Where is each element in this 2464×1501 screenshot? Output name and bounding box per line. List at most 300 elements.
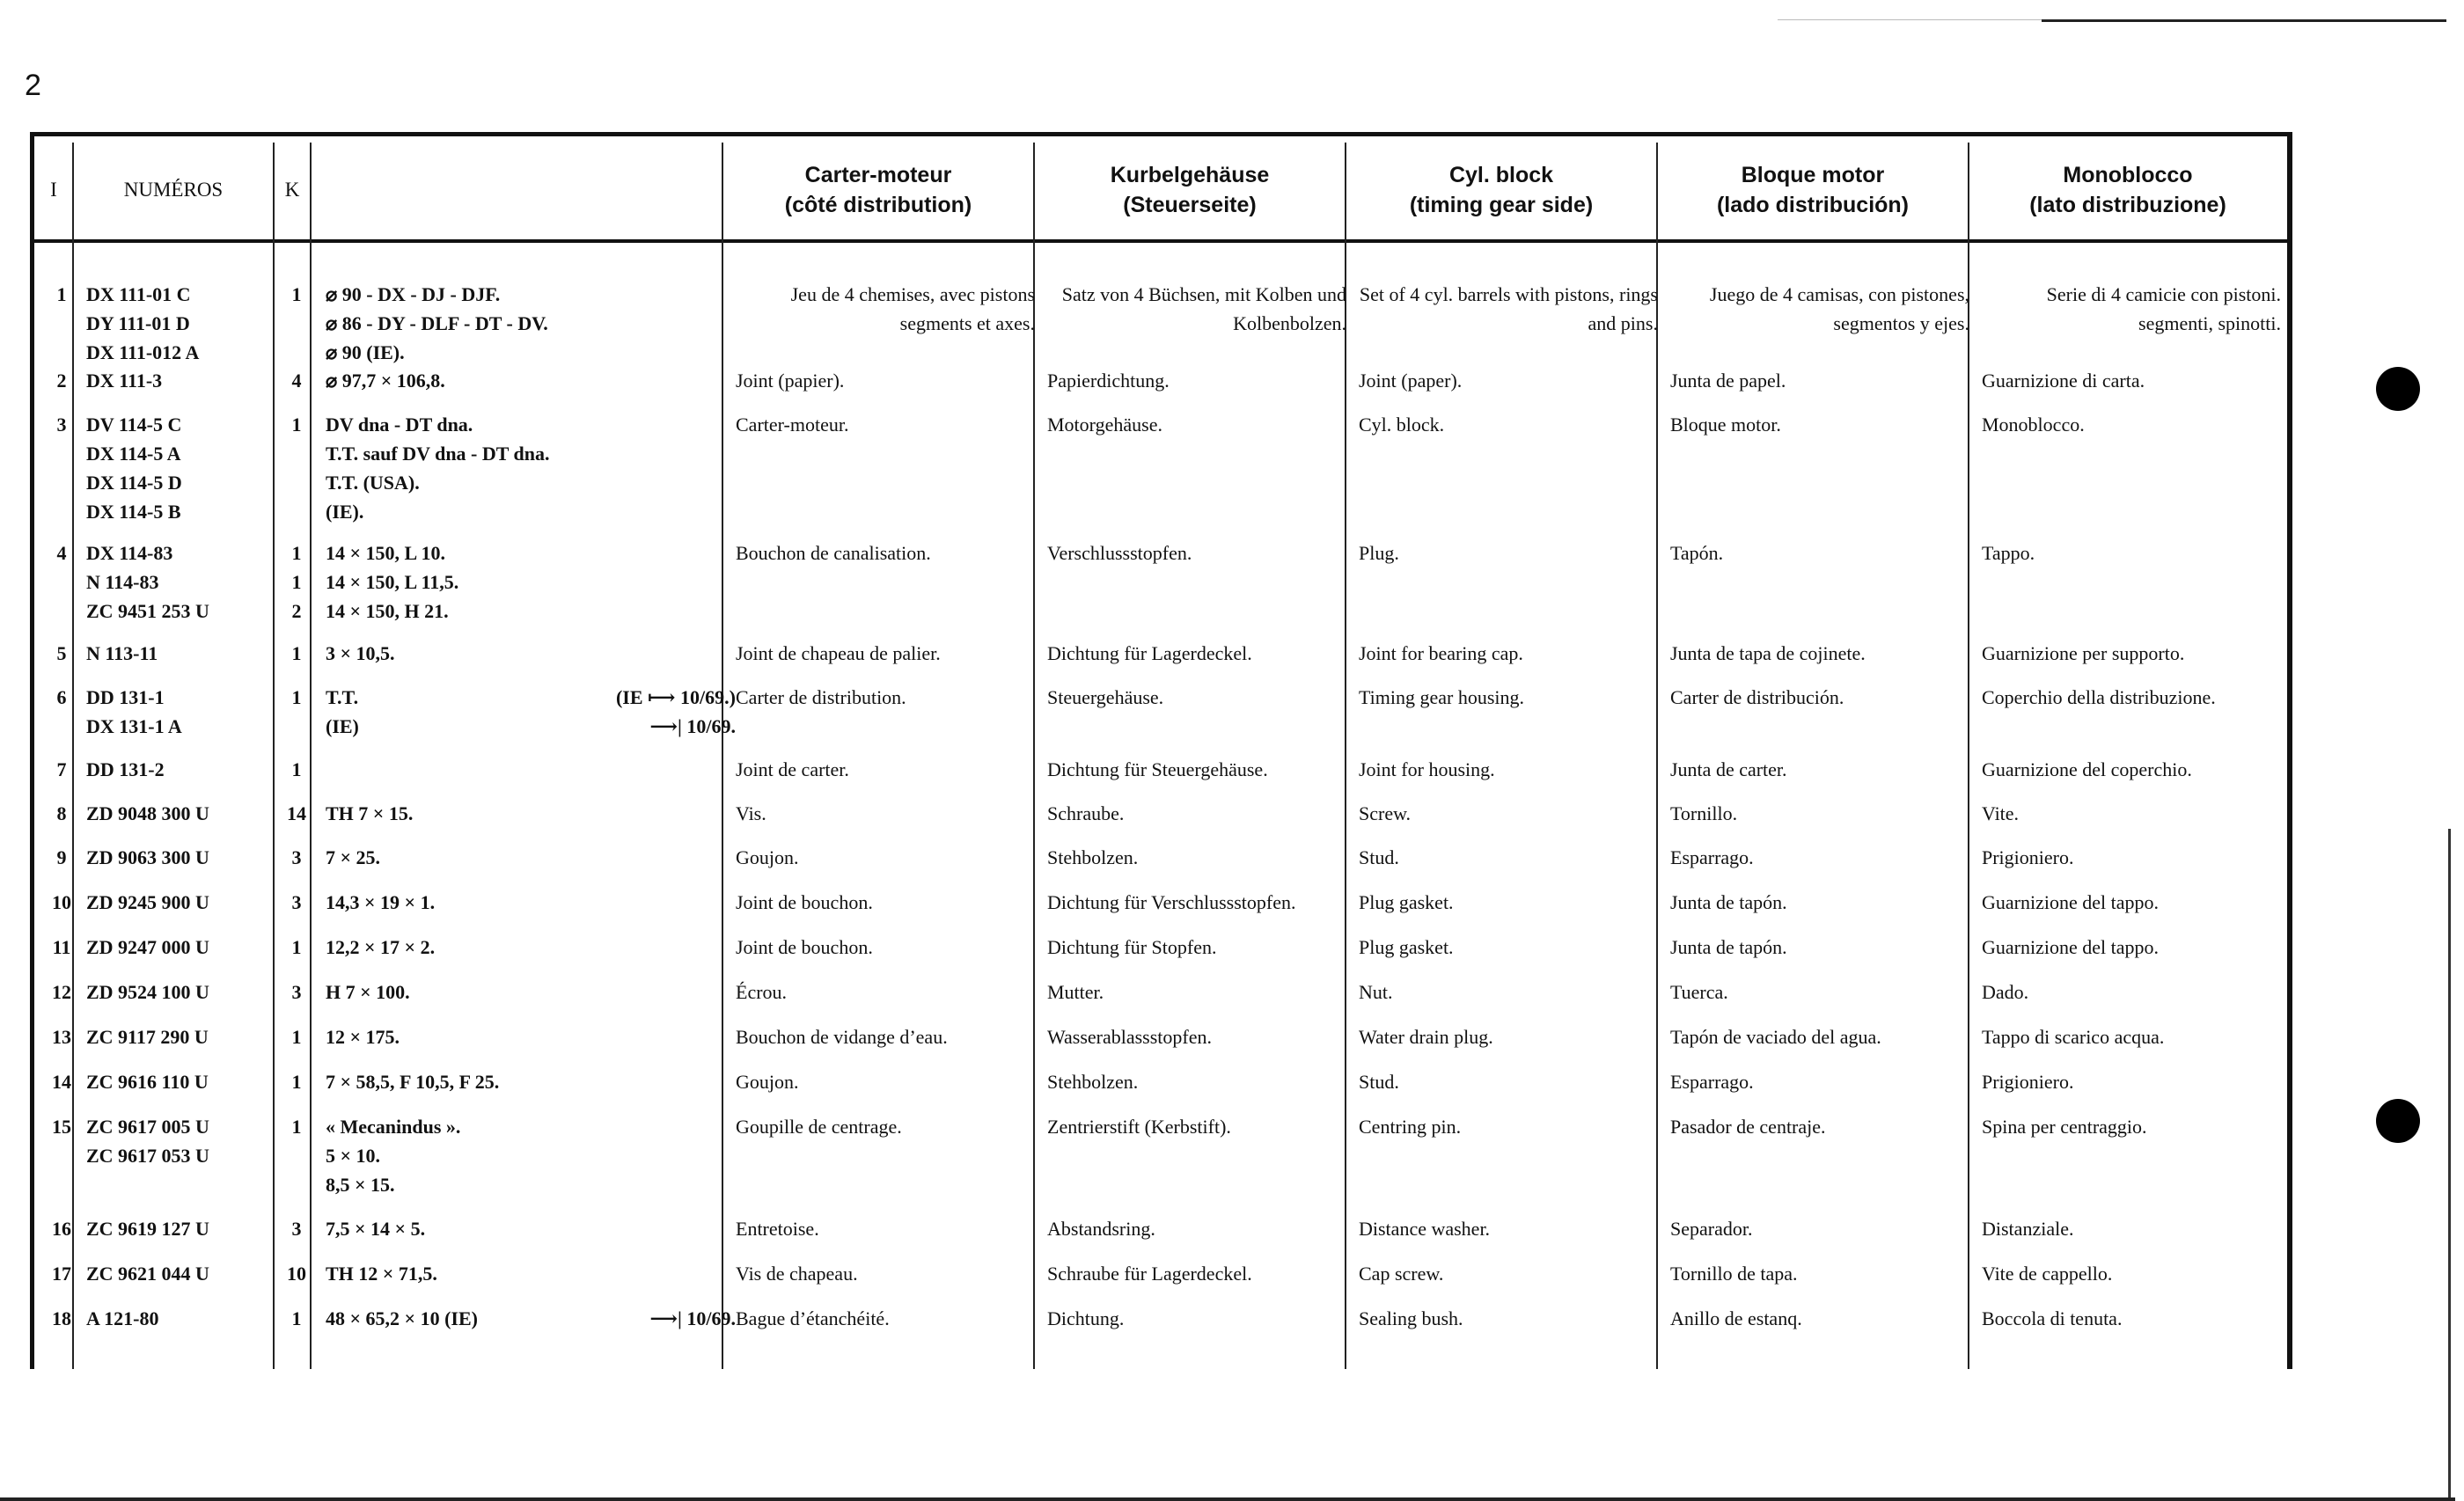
row-index: 16 bbox=[52, 1218, 71, 1240]
page-right-edge bbox=[2448, 829, 2451, 1499]
description-french: Carter de distribution. bbox=[736, 686, 906, 708]
description-spanish: Junta de tapón. bbox=[1670, 891, 1787, 913]
dimension-line bbox=[326, 977, 736, 1007]
part-number: N 114-83 bbox=[86, 571, 159, 593]
dimensions bbox=[326, 1259, 736, 1288]
dimension-line bbox=[326, 843, 736, 872]
description-italian: Monoblocco. bbox=[1982, 414, 2085, 436]
description-spanish: Tuerca. bbox=[1670, 981, 1728, 1003]
table-row bbox=[30, 843, 2292, 888]
description-french: Bouchon de vidange d’eau. bbox=[736, 1026, 948, 1048]
quantity bbox=[278, 1259, 315, 1288]
dimension-value: 14,3 × 19 × 1. bbox=[326, 891, 436, 913]
bottom-rule bbox=[0, 1497, 2455, 1501]
description-german: Schraube für Lagerdeckel. bbox=[1047, 1263, 1252, 1285]
description-french: Vis de chapeau. bbox=[736, 1263, 858, 1285]
description-english: Centring pin. bbox=[1359, 1116, 1462, 1138]
description-german: Wasserablassstopfen. bbox=[1047, 1026, 1213, 1048]
part-numbers bbox=[86, 1022, 297, 1051]
header-english bbox=[1346, 141, 1656, 239]
quantity-value: 1 bbox=[291, 542, 302, 564]
description-italian: Prigioniero. bbox=[1982, 1071, 2074, 1093]
description-english: Plug. bbox=[1359, 542, 1399, 564]
part-number: DX 114-5 A bbox=[86, 443, 181, 465]
description-french: Joint de carter. bbox=[736, 758, 849, 780]
description-french: Carter-moteur. bbox=[736, 414, 849, 436]
description-italian: Tappo. bbox=[1982, 542, 2035, 564]
header-german bbox=[1035, 141, 1345, 239]
description-spanish: Anillo de estanq. bbox=[1670, 1307, 1802, 1329]
description-french: Joint de chapeau de palier. bbox=[736, 642, 941, 664]
description-german: Papierdichtung. bbox=[1047, 370, 1170, 392]
dimension-value: 14 × 150, L 10. bbox=[326, 542, 445, 564]
header-english-subtitle: (timing gear side) bbox=[1409, 193, 1594, 217]
dimensions bbox=[326, 639, 736, 668]
dimension-value: 14 × 150, L 11,5. bbox=[326, 571, 459, 593]
description-french: Joint de bouchon. bbox=[736, 891, 873, 913]
description-spanish: Esparrago. bbox=[1670, 846, 1754, 868]
part-number: ZC 9617 053 U bbox=[86, 1145, 209, 1167]
punch-hole bbox=[2376, 1099, 2420, 1143]
description-english: Set of 4 cyl. barrels with pistons, rings and pins. bbox=[1359, 283, 1658, 334]
row-index: 6 bbox=[56, 686, 67, 708]
part-numbers bbox=[86, 538, 297, 626]
header-k: K bbox=[284, 179, 300, 201]
table-row bbox=[30, 888, 2292, 933]
quantity-value: 1 bbox=[291, 414, 302, 436]
description-german: Dichtung für Stopfen. bbox=[1047, 936, 1217, 958]
description-spanish: Separador. bbox=[1670, 1218, 1753, 1240]
quantity-value: 1 bbox=[291, 1071, 302, 1093]
row-index: 8 bbox=[56, 802, 67, 824]
description-italian: Guarnizione del coperchio. bbox=[1982, 758, 2192, 780]
row-index: 4 bbox=[56, 542, 67, 564]
header-numbers: NUMÉROS bbox=[123, 179, 224, 201]
description-spanish: Junta de carter. bbox=[1670, 758, 1787, 780]
dimensions bbox=[326, 977, 736, 1007]
dimensions bbox=[326, 843, 736, 872]
part-number: DX 111-01 C bbox=[86, 283, 191, 305]
quantity bbox=[278, 538, 315, 626]
description-german: Mutter. bbox=[1047, 981, 1104, 1003]
dimensions bbox=[326, 366, 736, 395]
quantity-value: 1 bbox=[291, 283, 302, 305]
row-index: 5 bbox=[56, 642, 67, 664]
quantity-value: 3 bbox=[291, 981, 302, 1003]
part-number: DV 114-5 C bbox=[86, 414, 182, 436]
header-italian-title: Monoblocco bbox=[2063, 163, 2193, 187]
dimension-value: TH 12 × 71,5. bbox=[326, 1263, 437, 1285]
header-index: I bbox=[50, 179, 57, 201]
quantity-value: 2 bbox=[291, 600, 302, 622]
quantity-value: 14 bbox=[287, 802, 306, 824]
header-french-subtitle: (côté distribution) bbox=[784, 193, 972, 217]
punch-hole bbox=[2376, 367, 2420, 411]
description-italian: Guarnizione di carta. bbox=[1982, 370, 2145, 392]
dimension-value: (IE) bbox=[326, 715, 359, 737]
description-spanish: Junta de tapón. bbox=[1670, 936, 1787, 958]
description-italian: Vite de cappello. bbox=[1982, 1263, 2113, 1285]
description-spanish: Bloque motor. bbox=[1670, 414, 1781, 436]
description-english: Joint (paper). bbox=[1359, 370, 1463, 392]
table-row bbox=[30, 1259, 2292, 1304]
applicability-note: ⟶| 10/69. bbox=[649, 1307, 736, 1329]
description-german: Schraube. bbox=[1047, 802, 1125, 824]
quantity-value: 1 bbox=[291, 936, 302, 958]
description-german: Dichtung für Steuergehäuse. bbox=[1047, 758, 1268, 780]
description-italian: Spina per centraggio. bbox=[1982, 1116, 2147, 1138]
header-italian bbox=[1969, 141, 2286, 239]
description-english: Sealing bush. bbox=[1359, 1307, 1463, 1329]
dimensions bbox=[326, 1214, 736, 1243]
quantity bbox=[278, 799, 315, 828]
part-number: DD 131-2 bbox=[86, 758, 165, 780]
description-english: Distance washer. bbox=[1359, 1218, 1491, 1240]
dimension-line bbox=[326, 567, 736, 597]
header-spanish-subtitle: (lado distribución) bbox=[1716, 193, 1910, 217]
description-english: Plug gasket. bbox=[1359, 936, 1454, 958]
dimension-line bbox=[326, 888, 736, 917]
description-german: Motorgehäuse. bbox=[1047, 414, 1162, 436]
part-numbers bbox=[86, 933, 297, 962]
part-number: N 113-11 bbox=[86, 642, 158, 664]
quantity bbox=[278, 933, 315, 962]
part-number: DX 114-83 bbox=[86, 542, 173, 564]
dimensions bbox=[326, 1112, 736, 1199]
row-index: 11 bbox=[52, 936, 71, 958]
description-spanish: Tornillo de tapa. bbox=[1670, 1263, 1798, 1285]
dimension-value: 3 × 10,5. bbox=[326, 642, 395, 664]
part-number: ZC 9117 290 U bbox=[86, 1026, 209, 1048]
dimension-line bbox=[326, 1112, 736, 1141]
description-german: Zentrierstift (Kerbstift). bbox=[1047, 1116, 1231, 1138]
quantity-value: 3 bbox=[291, 891, 302, 913]
description-french: Bouchon de canalisation. bbox=[736, 542, 931, 564]
part-number: DD 131-1 bbox=[86, 686, 165, 708]
description-french: Goujon. bbox=[736, 1071, 799, 1093]
quantity-value: 1 bbox=[291, 1307, 302, 1329]
part-numbers bbox=[86, 888, 297, 917]
dimension-value: H 7 × 100. bbox=[326, 981, 410, 1003]
dimension-value: 7 × 25. bbox=[326, 846, 381, 868]
description-german: Steuergehäuse. bbox=[1047, 686, 1164, 708]
row-index: 10 bbox=[52, 891, 71, 913]
table-row bbox=[30, 1067, 2292, 1112]
dimension-line bbox=[326, 1304, 736, 1333]
description-italian: Serie di 4 camicie con pistoni. segmenti, spinotti. bbox=[2046, 283, 2281, 334]
applicability-note: (IE ⟼ 10/69.) bbox=[615, 686, 736, 708]
description-french: Vis. bbox=[736, 802, 766, 824]
description-french: Joint (papier). bbox=[736, 370, 845, 392]
description-spanish: Tapón de vaciado del agua. bbox=[1670, 1026, 1881, 1048]
description-english: Nut. bbox=[1359, 981, 1393, 1003]
row-index: 15 bbox=[52, 1116, 71, 1138]
quantity-value: 1 bbox=[291, 1026, 302, 1048]
dimension-value: 48 × 65,2 × 10 (IE) bbox=[326, 1307, 478, 1329]
description-english: Screw. bbox=[1359, 802, 1412, 824]
table-row bbox=[30, 639, 2292, 683]
dimension-line bbox=[326, 439, 736, 468]
part-number: DX 111-3 bbox=[86, 370, 163, 392]
quantity bbox=[278, 639, 315, 668]
description-french: Bague d’étanchéité. bbox=[736, 1307, 890, 1329]
description-french: Jeu de 4 chemises, avec pistons segments et axes. bbox=[790, 283, 1035, 334]
description-german: Dichtung. bbox=[1047, 1307, 1125, 1329]
table-row bbox=[30, 366, 2292, 410]
dimension-value: « Mecanindus ». bbox=[326, 1116, 461, 1138]
dimension-line bbox=[326, 309, 736, 338]
dimension-line bbox=[326, 538, 736, 567]
header-french-title: Carter-moteur bbox=[804, 163, 952, 187]
quantity bbox=[278, 755, 315, 784]
description-spanish: Tornillo. bbox=[1670, 802, 1738, 824]
dimensions bbox=[326, 933, 736, 962]
part-number: DX 131-1 A bbox=[86, 715, 182, 737]
part-numbers bbox=[86, 366, 297, 395]
applicability-note: ⟶| 10/69. bbox=[649, 715, 736, 737]
quantity bbox=[278, 1304, 315, 1333]
dimensions bbox=[326, 1022, 736, 1051]
dimensions bbox=[326, 1067, 736, 1096]
header-english-title: Cyl. block bbox=[1448, 163, 1554, 187]
description-spanish: Pasador de centraje. bbox=[1670, 1116, 1826, 1138]
dimensions bbox=[326, 755, 736, 784]
description-english: Joint for housing. bbox=[1359, 758, 1495, 780]
description-english: Water drain plug. bbox=[1359, 1026, 1493, 1048]
description-english: Plug gasket. bbox=[1359, 891, 1454, 913]
dimension-line bbox=[326, 799, 736, 828]
header-french bbox=[723, 141, 1033, 239]
part-numbers bbox=[86, 410, 297, 526]
dimension-line bbox=[326, 366, 736, 395]
dimension-value: T.T. bbox=[326, 686, 359, 708]
dimension-value: 7 × 58,5, F 10,5, F 25. bbox=[326, 1071, 500, 1093]
header-german-subtitle: (Steuerseite) bbox=[1123, 193, 1257, 217]
description-german: Abstandsring. bbox=[1047, 1218, 1155, 1240]
description-english: Cap screw. bbox=[1359, 1263, 1444, 1285]
description-english: Stud. bbox=[1359, 846, 1399, 868]
table-row bbox=[30, 1022, 2292, 1067]
description-italian: Dado. bbox=[1982, 981, 2029, 1003]
part-numbers bbox=[86, 1259, 297, 1288]
part-number: ZD 9048 300 U bbox=[86, 802, 209, 824]
part-numbers bbox=[86, 1067, 297, 1096]
dimension-line bbox=[326, 597, 736, 626]
part-numbers bbox=[86, 1214, 297, 1243]
quantity-value: 3 bbox=[291, 1218, 302, 1240]
description-german: Satz von 4 Büchsen, mit Kolben und Kolbenbolzen. bbox=[1061, 283, 1346, 334]
part-numbers bbox=[86, 639, 297, 668]
dimension-line bbox=[326, 639, 736, 668]
quantity-value: 1 bbox=[291, 571, 302, 593]
part-numbers bbox=[86, 280, 297, 367]
description-english: Joint for bearing cap. bbox=[1359, 642, 1523, 664]
dimension-line bbox=[326, 497, 736, 526]
row-index: 18 bbox=[52, 1307, 71, 1329]
dimension-value: 5 × 10. bbox=[326, 1145, 381, 1167]
header-german-title: Kurbelgehäuse bbox=[1110, 163, 1270, 187]
quantity bbox=[278, 683, 315, 712]
part-number: ZD 9245 900 U bbox=[86, 891, 209, 913]
dimensions bbox=[326, 280, 736, 367]
row-index: 9 bbox=[56, 846, 67, 868]
dimension-value: ⌀ 97,7 × 106,8. bbox=[326, 370, 445, 392]
dimension-line bbox=[326, 280, 736, 309]
row-index: 12 bbox=[52, 981, 71, 1003]
quantity-value: 1 bbox=[291, 758, 302, 780]
description-italian: Coperchio della distribuzione. bbox=[1982, 686, 2216, 708]
dimension-line bbox=[326, 1141, 736, 1170]
table-row bbox=[30, 1112, 2292, 1214]
description-italian: Tappo di scarico acqua. bbox=[1982, 1026, 2165, 1048]
quantity-value: 1 bbox=[291, 686, 302, 708]
quantity-value: 4 bbox=[291, 370, 302, 392]
description-spanish: Juego de 4 camisas, con pistones, segmentos y ejes. bbox=[1709, 283, 1969, 334]
table-row bbox=[30, 280, 2292, 366]
table-row bbox=[30, 799, 2292, 843]
description-spanish: Junta de papel. bbox=[1670, 370, 1786, 392]
part-number: ZD 9524 100 U bbox=[86, 981, 209, 1003]
dimension-line bbox=[326, 468, 736, 497]
dimension-value: 12 × 175. bbox=[326, 1026, 400, 1048]
dimensions bbox=[326, 1304, 736, 1333]
quantity bbox=[278, 888, 315, 917]
dimension-value: 12,2 × 17 × 2. bbox=[326, 936, 436, 958]
header-spanish bbox=[1658, 141, 1968, 239]
quantity-value: 10 bbox=[287, 1263, 306, 1285]
table-top-border bbox=[30, 132, 2292, 136]
description-italian: Distanziale. bbox=[1982, 1218, 2074, 1240]
part-number: DX 111-012 A bbox=[86, 341, 200, 363]
dimensions bbox=[326, 410, 736, 526]
row-index: 7 bbox=[56, 758, 67, 780]
dimension-line bbox=[326, 1170, 736, 1199]
part-number: DX 114-5 B bbox=[86, 501, 181, 523]
description-french: Goupille de centrage. bbox=[736, 1116, 902, 1138]
table-row bbox=[30, 1214, 2292, 1259]
description-italian: Vite. bbox=[1982, 802, 2020, 824]
dimension-line bbox=[326, 755, 736, 784]
part-numbers bbox=[86, 1304, 297, 1333]
dimension-value: 14 × 150, H 21. bbox=[326, 600, 449, 622]
part-number: ZD 9063 300 U bbox=[86, 846, 209, 868]
dimensions bbox=[326, 799, 736, 828]
description-italian: Guarnizione per supporto. bbox=[1982, 642, 2185, 664]
part-number: DX 114-5 D bbox=[86, 472, 182, 494]
quantity bbox=[278, 1022, 315, 1051]
description-french: Écrou. bbox=[736, 981, 788, 1003]
part-number: ZC 9451 253 U bbox=[86, 600, 209, 622]
dimensions bbox=[326, 888, 736, 917]
part-number: DY 111-01 D bbox=[86, 312, 190, 334]
part-number: ZC 9616 110 U bbox=[86, 1071, 209, 1093]
dimension-value: ⌀ 90 (IE). bbox=[326, 341, 405, 363]
row-index: 14 bbox=[52, 1071, 71, 1093]
row-index: 13 bbox=[52, 1026, 71, 1048]
row-index: 3 bbox=[56, 414, 67, 436]
dimension-line bbox=[326, 338, 736, 367]
dimension-line bbox=[326, 933, 736, 962]
dimension-value: T.T. sauf DV dna - DT dna. bbox=[326, 443, 550, 465]
description-german: Dichtung für Verschlussstopfen. bbox=[1047, 891, 1296, 913]
description-spanish: Tapón. bbox=[1670, 542, 1724, 564]
dimension-line bbox=[326, 410, 736, 439]
description-spanish: Esparrago. bbox=[1670, 1071, 1754, 1093]
dimension-value: (IE). bbox=[326, 501, 364, 523]
part-numbers bbox=[86, 1112, 297, 1170]
part-numbers bbox=[86, 799, 297, 828]
row-index: 2 bbox=[56, 370, 67, 392]
description-italian: Guarnizione del tappo. bbox=[1982, 891, 2159, 913]
quantity-value: 1 bbox=[291, 642, 302, 664]
parts-table bbox=[30, 132, 2293, 1369]
part-number: ZC 9619 127 U bbox=[86, 1218, 209, 1240]
dimensions bbox=[326, 538, 736, 626]
quantity-value: 3 bbox=[291, 846, 302, 868]
quantity-value: 1 bbox=[291, 1116, 302, 1138]
description-spanish: Junta de tapa de cojinete. bbox=[1670, 642, 1866, 664]
quantity bbox=[278, 1067, 315, 1096]
part-number: ZC 9621 044 U bbox=[86, 1263, 209, 1285]
part-number: ZD 9247 000 U bbox=[86, 936, 209, 958]
description-german: Dichtung für Lagerdeckel. bbox=[1047, 642, 1252, 664]
description-french: Entretoise. bbox=[736, 1218, 819, 1240]
description-italian: Boccola di tenuta. bbox=[1982, 1307, 2123, 1329]
dimension-value: 8,5 × 15. bbox=[326, 1174, 395, 1196]
part-number: A 121-80 bbox=[86, 1307, 159, 1329]
description-english: Timing gear housing. bbox=[1359, 686, 1525, 708]
table-row bbox=[30, 933, 2292, 977]
quantity bbox=[278, 1214, 315, 1243]
description-italian: Guarnizione del tappo. bbox=[1982, 936, 2159, 958]
quantity bbox=[278, 1112, 315, 1141]
part-numbers bbox=[86, 977, 297, 1007]
dimension-value: TH 7 × 15. bbox=[326, 802, 414, 824]
dimension-line bbox=[326, 1259, 736, 1288]
description-spanish: Carter de distribución. bbox=[1670, 686, 1844, 708]
quantity bbox=[278, 977, 315, 1007]
page-number: 2 bbox=[25, 69, 41, 102]
description-italian: Prigioniero. bbox=[1982, 846, 2074, 868]
part-numbers bbox=[86, 755, 297, 784]
header-divider bbox=[30, 239, 2292, 243]
table-row bbox=[30, 538, 2292, 639]
description-french: Goujon. bbox=[736, 846, 799, 868]
description-german: Verschlussstopfen. bbox=[1047, 542, 1192, 564]
dimensions bbox=[326, 683, 736, 741]
part-numbers bbox=[86, 843, 297, 872]
description-german: Stehbolzen. bbox=[1047, 846, 1139, 868]
table-row bbox=[30, 977, 2292, 1022]
dimension-value: DV dna - DT dna. bbox=[326, 414, 473, 436]
dimension-line bbox=[326, 712, 736, 741]
dimension-line bbox=[326, 1067, 736, 1096]
header-spanish-title: Bloque motor bbox=[1741, 163, 1885, 187]
dimension-line bbox=[326, 1214, 736, 1243]
table-row bbox=[30, 683, 2292, 755]
dimension-value: ⌀ 90 - DX - DJ - DJF. bbox=[326, 283, 501, 305]
top-rule bbox=[2042, 19, 2446, 22]
table-body bbox=[30, 280, 2292, 1350]
header-italian-subtitle: (lato distribuzione) bbox=[2029, 193, 2226, 217]
dimension-line bbox=[326, 1022, 736, 1051]
quantity bbox=[278, 410, 315, 439]
dimension-value: ⌀ 86 - DY - DLF - DT - DV. bbox=[326, 312, 548, 334]
table-row bbox=[30, 410, 2292, 538]
quantity bbox=[278, 366, 315, 395]
quantity bbox=[278, 280, 315, 309]
quantity bbox=[278, 843, 315, 872]
